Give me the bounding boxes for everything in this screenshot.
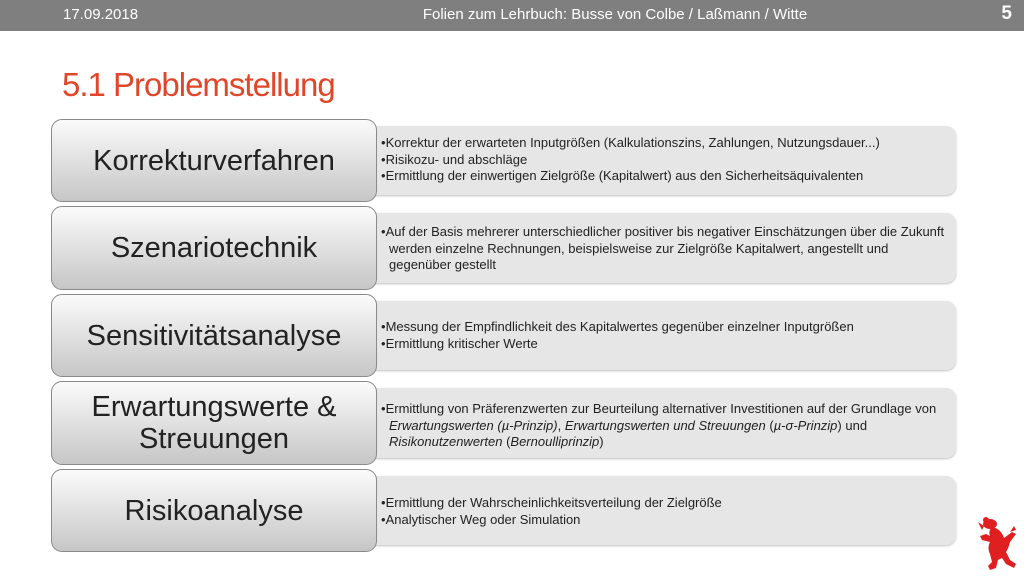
bullet-list-risikoanalyse — [381, 495, 951, 528]
category-box-szenariotechnik — [51, 206, 377, 290]
header-title: Folien zum Lehrbuch: Busse von Colbe / Laßmann / Witte — [422, 6, 808, 23]
bullet-list-sensitivitaetsanalyse — [381, 319, 951, 352]
bullet-item: • Risikozu- und abschläge — [381, 152, 951, 169]
header-bar — [0, 0, 1024, 31]
bullet-list-korrekturverfahren — [381, 135, 951, 185]
category-label: Sensitivitätsanalyse — [86, 319, 342, 352]
bullet-list-szenariotechnik — [381, 224, 951, 274]
category-box-erwartungswerte — [51, 381, 377, 465]
category-label: Risikoanalyse — [124, 494, 304, 527]
bullet-item: • Ermittlung kritischer Werte — [381, 336, 951, 353]
category-box-korrekturverfahren — [51, 119, 377, 202]
category-box-sensitivitaetsanalyse — [51, 294, 377, 377]
bullet-item: • Ermittlung der einwertigen Zielgröße (Kapitalwert) aus den Sicherheitsäquivalenten — [381, 168, 951, 185]
category-label: Szenariotechnik — [110, 232, 318, 264]
category-label: Korrekturverfahren — [93, 144, 335, 177]
bullet-item: • Messung der Empfindlichkeit des Kapitalwertes gegenüber einzelner Inputgrößen — [381, 319, 951, 336]
header-date: 17.09.2018 — [63, 6, 139, 23]
bullet-item: • Ermittlung von Präferenzwerten zur Beurteilung alternativer Investitionen auf der Grundlage von Erwartungswerten (µ-Prinzip), Erwartungswerten und Streuungen (µ-σ-Prinzip) und Risikonutzenwerten (Bernoulliprinzip) — [381, 401, 951, 451]
bullet-item: • Korrektur der erwarteten Inputgrößen (Kalkulationszins, Zahlungen, Nutzungsdauer...) — [381, 135, 951, 152]
category-box-risikoanalyse — [51, 469, 377, 552]
bullet-list-erwartungswerte — [381, 401, 951, 451]
bullet-item: • Auf der Basis mehrerer unterschiedlicher positiver bis negativer Einschätzungen über die Zukunft werden einzelne Rechnungen, beispielsweise zur Zielgröße Kapitalwert, angestellt und gegenüber gestellt — [381, 224, 951, 274]
bullet-item: • Analytischer Weg oder Simulation — [381, 512, 951, 529]
bullet-item: • Ermittlung der Wahrscheinlichkeitsverteilung der Zielgröße — [381, 495, 951, 512]
berlin-bear-icon — [976, 516, 1020, 572]
slide-number: 5 — [1001, 3, 1012, 24]
slide-title: 5.1 Problemstellung — [62, 66, 335, 103]
category-label: Erwartungswerte & Streuungen — [91, 391, 337, 455]
